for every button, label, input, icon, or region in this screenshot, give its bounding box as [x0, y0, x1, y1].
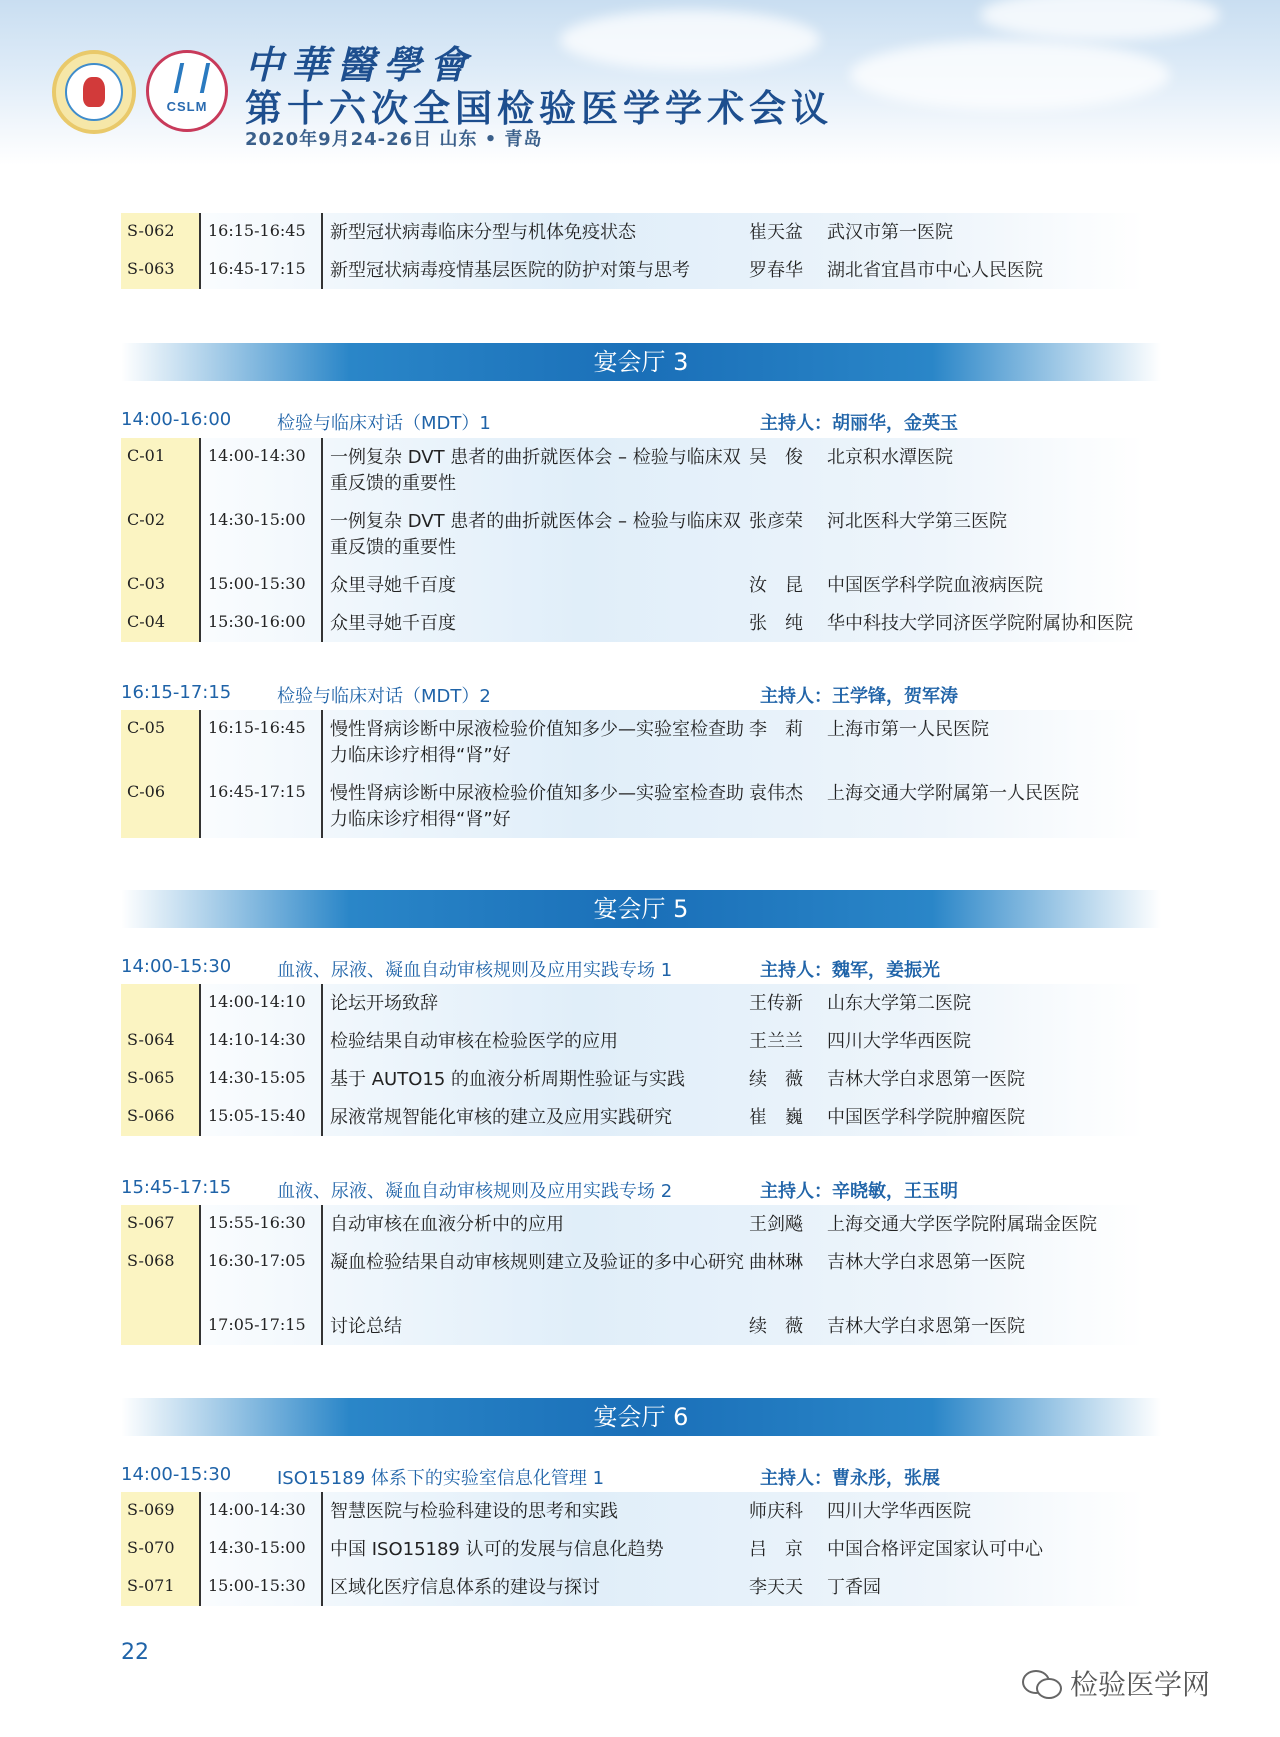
talk-time: 16:15-16:45 [201, 213, 323, 251]
schedule-table [121, 1205, 1144, 1345]
hall-banner: 宴会厅 6 [121, 1398, 1161, 1436]
talk-time: 14:00-14:30 [201, 438, 323, 502]
speaker-name: 崔 巍 [749, 1107, 803, 1128]
hall-banner: 宴会厅 5 [121, 890, 1161, 928]
session-title: 检验与临床对话（MDT）2 [277, 686, 491, 707]
session-header [121, 956, 1161, 980]
session-time: 16:15-17:15 [121, 682, 232, 703]
table-row [121, 213, 1144, 251]
talk-topic: 一例复杂 DVT 患者的曲折就医体会 – 检验与临床双重反馈的重要性 [330, 447, 741, 494]
talk-topic: 中国 ISO15189 认可的发展与信息化趋势 [330, 1539, 664, 1560]
speaker-name: 张彦荣 [749, 511, 803, 532]
talk-time: 16:30-17:05 [201, 1243, 323, 1307]
speaker-organization: 山东大学第二医院 [827, 993, 971, 1014]
speaker-organization: 湖北省宜昌市中心人民医院 [827, 260, 1043, 281]
session-title: ISO15189 体系下的实验室信息化管理 1 [277, 1468, 605, 1489]
speaker-organization: 吉林大学白求恩第一医院 [827, 1316, 1025, 1337]
talk-code: C-03 [121, 566, 201, 604]
table-row [121, 710, 1144, 774]
talk-topic: 众里寻她千百度 [330, 575, 456, 596]
talk-time: 15:55-16:30 [201, 1205, 323, 1243]
session-header [121, 682, 1161, 706]
talk-topic: 慢性肾病诊断中尿液检验价值知多少—实验室检查助力临床诊疗相得“肾”好 [330, 719, 744, 766]
speaker-name: 师庆科 [749, 1501, 803, 1522]
speaker-name: 崔天盆 [749, 222, 803, 243]
session-title: 血液、尿液、凝血自动审核规则及应用实践专场 2 [277, 1181, 673, 1202]
hall-banner: 宴会厅 3 [121, 343, 1161, 381]
speaker-name: 李 莉 [749, 719, 803, 740]
talk-time: 16:45-17:15 [201, 251, 323, 289]
talk-time: 14:30-15:05 [201, 1060, 323, 1098]
schedule-table [121, 438, 1144, 642]
speaker-organization: 上海市第一人民医院 [827, 719, 989, 740]
speaker-name: 吴 俊 [749, 447, 803, 468]
table-row [121, 604, 1144, 642]
cloud-decoration [560, 10, 820, 70]
speaker-organization: 华中科技大学同济医学院附属协和医院 [827, 613, 1133, 634]
talk-code: C-01 [121, 438, 201, 502]
table-row [121, 502, 1144, 566]
speaker-organization: 北京积水潭医院 [827, 447, 953, 468]
speaker-organization: 吉林大学白求恩第一医院 [827, 1252, 1025, 1273]
cslm-logo-text: CSLM [166, 99, 208, 114]
speaker-organization: 中国医学科学院肿瘤医院 [827, 1107, 1025, 1128]
speaker-organization: 上海交通大学医学院附属瑞金医院 [827, 1214, 1097, 1235]
talk-code: C-04 [121, 604, 201, 642]
table-row [121, 984, 1144, 1022]
talk-time: 17:05-17:15 [201, 1307, 323, 1345]
speaker-organization: 武汉市第一医院 [827, 222, 953, 243]
table-row [121, 1530, 1144, 1568]
talk-code: S-069 [121, 1492, 201, 1530]
table-row [121, 1492, 1144, 1530]
talk-code: S-070 [121, 1530, 201, 1568]
speaker-name: 张 纯 [749, 613, 803, 634]
talk-topic: 论坛开场致辞 [330, 993, 438, 1014]
talk-code: S-071 [121, 1568, 201, 1606]
talk-code: S-062 [121, 213, 201, 251]
talk-code [121, 984, 201, 1022]
talk-code: C-02 [121, 502, 201, 566]
watermark [1022, 1663, 1210, 1703]
session-hosts: 主持人：魏军，姜振光 [760, 960, 940, 981]
talk-topic: 智慧医院与检验科建设的思考和实践 [330, 1501, 618, 1522]
talk-time: 16:15-16:45 [201, 710, 323, 774]
speaker-organization: 四川大学华西医院 [827, 1031, 971, 1052]
speaker-organization: 中国医学科学院血液病医院 [827, 575, 1043, 596]
association-title: 中華醫學會 [245, 42, 476, 87]
schedule-table [121, 710, 1144, 838]
talk-topic: 新型冠状病毒疫情基层医院的防护对策与思考 [330, 260, 690, 281]
speaker-name: 续 薇 [749, 1069, 803, 1090]
talk-topic: 慢性肾病诊断中尿液检验价值知多少—实验室检查助力临床诊疗相得“肾”好 [330, 783, 744, 830]
talk-topic: 区域化医疗信息体系的建设与探讨 [330, 1577, 600, 1598]
table-row [121, 1022, 1144, 1060]
speaker-name: 袁伟杰 [749, 783, 803, 804]
session-time: 15:45-17:15 [121, 1177, 232, 1198]
talk-topic: 众里寻她千百度 [330, 613, 456, 634]
talk-time: 15:30-16:00 [201, 604, 323, 642]
watermark-text: 检验医学网 [1070, 1668, 1211, 1701]
table-row [121, 1568, 1144, 1606]
speaker-name: 吕 京 [749, 1539, 803, 1560]
talk-topic: 检验结果自动审核在检验医学的应用 [330, 1031, 618, 1052]
session-hosts: 主持人：辛晓敏，王玉明 [760, 1181, 958, 1202]
table-row [121, 1243, 1144, 1307]
session-header [121, 1464, 1161, 1488]
session-hosts: 主持人：曹永彤，张展 [760, 1468, 940, 1489]
table-row [121, 1205, 1144, 1243]
speaker-organization: 中国合格评定国家认可中心 [827, 1539, 1043, 1560]
speaker-name: 李天天 [749, 1577, 803, 1598]
table-row [121, 1098, 1144, 1136]
talk-topic: 自动审核在血液分析中的应用 [330, 1214, 564, 1235]
talk-time: 14:30-15:00 [201, 502, 323, 566]
table-row [121, 566, 1144, 604]
talk-time: 14:10-14:30 [201, 1022, 323, 1060]
talk-topic: 凝血检验结果自动审核规则建立及验证的多中心研究 [330, 1252, 744, 1273]
session-time: 14:00-16:00 [121, 409, 232, 430]
conference-date-place: 2020年9月24-26日 山东 • 青岛 [245, 129, 543, 150]
table-row [121, 438, 1144, 502]
talk-code: S-067 [121, 1205, 201, 1243]
table-row [121, 774, 1144, 838]
talk-code: C-05 [121, 710, 201, 774]
speaker-organization: 四川大学华西医院 [827, 1501, 971, 1522]
talk-code: S-068 [121, 1243, 201, 1307]
session-title: 血液、尿液、凝血自动审核规则及应用实践专场 1 [277, 960, 673, 981]
talk-topic: 尿液常规智能化审核的建立及应用实践研究 [330, 1107, 672, 1128]
talk-code: S-065 [121, 1060, 201, 1098]
speaker-name: 王传新 [749, 993, 803, 1014]
session-header [121, 409, 1161, 433]
conference-title: 第十六次全国检验医学学术会议 [245, 86, 833, 130]
speaker-name: 王剑飚 [749, 1214, 803, 1235]
table-row [121, 251, 1144, 289]
talk-time: 14:00-14:10 [201, 984, 323, 1022]
page-header [0, 0, 1280, 165]
cloud-decoration [850, 40, 1170, 110]
session-time: 14:00-15:30 [121, 956, 232, 977]
speaker-name: 罗春华 [749, 260, 803, 281]
table-row [121, 1307, 1144, 1345]
wechat-icon [1022, 1668, 1062, 1698]
talk-time: 16:45-17:15 [201, 774, 323, 838]
talk-code: S-066 [121, 1098, 201, 1136]
schedule-table [121, 1492, 1144, 1606]
session-header [121, 1177, 1161, 1201]
cslm-logo [146, 50, 228, 132]
session-title: 检验与临床对话（MDT）1 [277, 413, 491, 434]
speaker-organization: 河北医科大学第三医院 [827, 511, 1007, 532]
speaker-organization: 丁香园 [827, 1577, 881, 1598]
speaker-organization: 吉林大学白求恩第一医院 [827, 1069, 1025, 1090]
talk-time: 14:00-14:30 [201, 1492, 323, 1530]
session-time: 14:00-15:30 [121, 1464, 232, 1485]
talk-topic: 讨论总结 [330, 1316, 402, 1337]
talk-code: S-063 [121, 251, 201, 289]
talk-time: 15:00-15:30 [201, 1568, 323, 1606]
talk-code: S-064 [121, 1022, 201, 1060]
talk-code: C-06 [121, 774, 201, 838]
talk-topic: 基于 AUTO15 的血液分析周期性验证与实践 [330, 1069, 685, 1090]
talk-topic: 新型冠状病毒临床分型与机体免疫状态 [330, 222, 636, 243]
talk-topic: 一例复杂 DVT 患者的曲折就医体会 – 检验与临床双重反馈的重要性 [330, 511, 741, 558]
session-hosts: 主持人：王学锋，贺军涛 [760, 686, 958, 707]
schedule-table [121, 984, 1144, 1136]
chinese-medical-association-logo [52, 50, 136, 134]
talk-time: 15:00-15:30 [201, 566, 323, 604]
table-row [121, 1060, 1144, 1098]
speaker-organization: 上海交通大学附属第一人民医院 [827, 783, 1079, 804]
speaker-name: 曲林琳 [749, 1252, 803, 1273]
speaker-name: 汝 昆 [749, 575, 803, 596]
speaker-name: 王兰兰 [749, 1031, 803, 1052]
schedule-table [121, 213, 1144, 289]
session-hosts: 主持人：胡丽华，金英玉 [760, 413, 958, 434]
talk-time: 14:30-15:00 [201, 1530, 323, 1568]
speaker-name: 续 薇 [749, 1316, 803, 1337]
page-number: 22 [121, 1640, 149, 1665]
cloud-decoration [980, 0, 1220, 40]
talk-time: 15:05-15:40 [201, 1098, 323, 1136]
talk-code [121, 1307, 201, 1345]
